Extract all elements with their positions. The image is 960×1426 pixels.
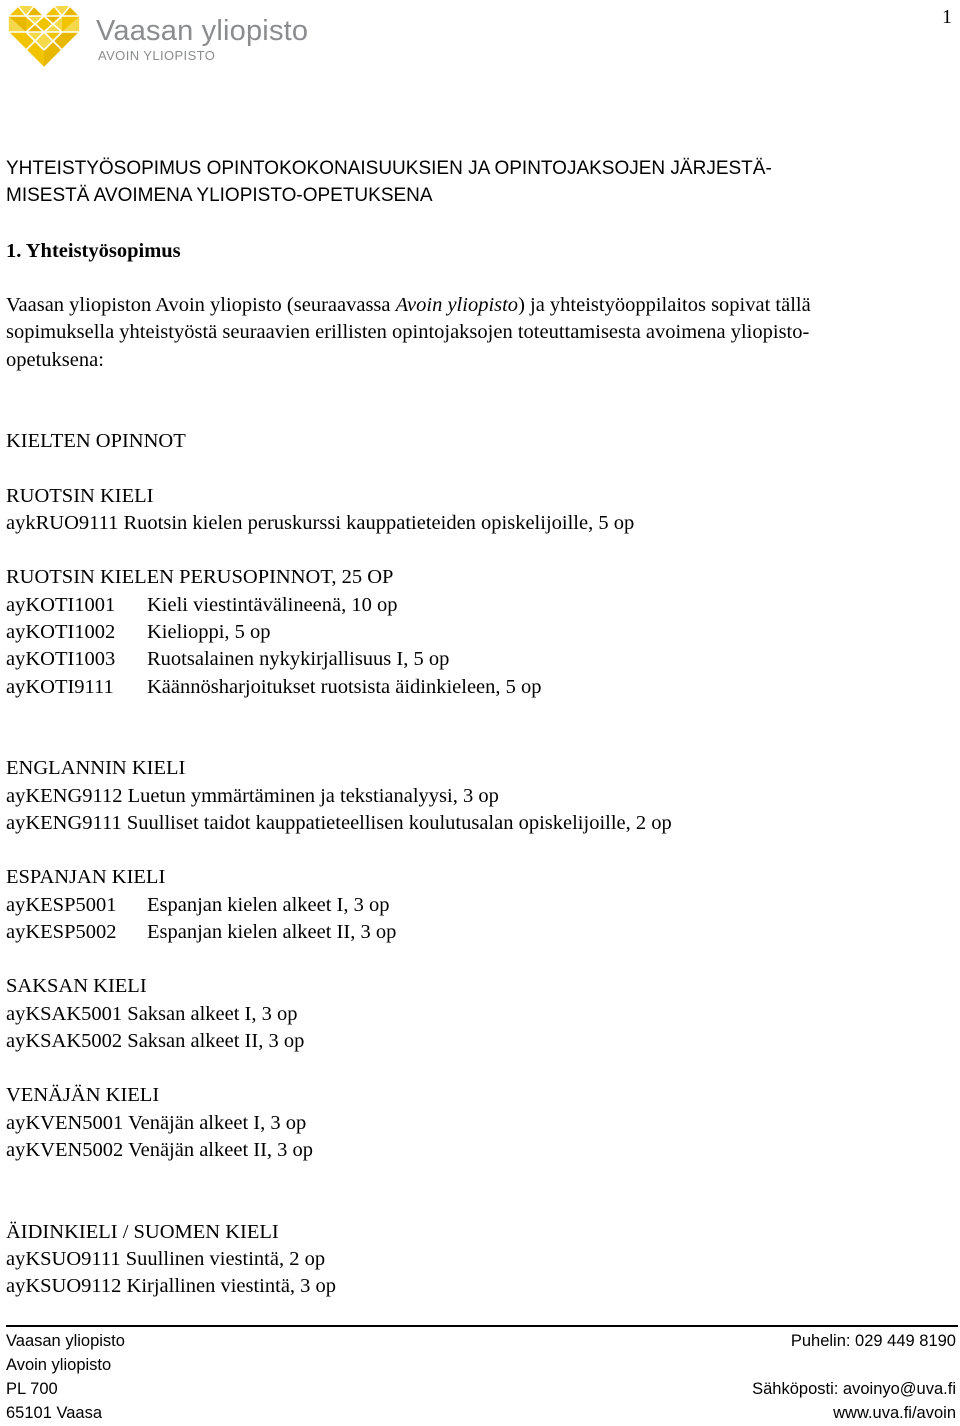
course-name: Saksan alkeet I, 3 op — [127, 1003, 298, 1025]
course-row — [6, 811, 672, 835]
footer-divider — [6, 1325, 958, 1327]
section-heading: 1. Yhteistyösopimus — [6, 240, 181, 262]
course-code: ayKSAK5001 — [6, 1003, 123, 1025]
course-name: Suullinen viestintä, 2 op — [125, 1248, 326, 1270]
course-name: Venäjän alkeet I, 3 op — [128, 1112, 307, 1134]
course-row — [6, 920, 396, 944]
group-heading: RUOTSIN KIELI — [6, 485, 154, 507]
intro-paragraph-line-1 — [6, 293, 811, 317]
course-row — [6, 593, 397, 617]
group-heading: VENÄJÄN KIELI — [6, 1084, 160, 1106]
intro-emphasis: Avoin yliopisto — [395, 294, 519, 316]
course-row — [6, 620, 271, 644]
document-title-line-1: YHTEISTYÖSOPIMUS OPINTOKOKONAISUUKSIEN JA OPINTOJAKSOJEN JÄRJESTÄ- — [6, 158, 772, 179]
course-row — [6, 1138, 313, 1162]
course-code: ayKOTI1001 — [6, 594, 116, 616]
course-code: ayKVEN5002 — [6, 1139, 124, 1161]
footer-website: www.uva.fi/avoin — [833, 1404, 956, 1422]
group-heading: ESPANJAN KIELI — [6, 866, 166, 888]
course-code: ayKENG9111 — [6, 812, 122, 834]
footer-email: Sähköposti: avoinyo@uva.fi — [752, 1380, 956, 1398]
course-code: ayKESP5001 — [6, 894, 117, 916]
course-name: Ruotsalainen nykykirjallisuus I, 5 op — [147, 648, 450, 670]
course-code: ayKOTI1003 — [6, 648, 116, 670]
course-code: aykRUO9111 — [6, 512, 119, 534]
course-code: ayKENG9112 — [6, 785, 123, 807]
course-row — [6, 784, 499, 808]
brand-name: Vaasan yliopisto — [96, 15, 309, 47]
course-code: ayKOTI1002 — [6, 621, 116, 643]
brand-subtitle: AVOIN YLIOPISTO — [98, 48, 216, 63]
intro-paragraph-line-3: opetuksena: — [6, 349, 104, 371]
brand-block — [96, 14, 308, 64]
course-row — [6, 1002, 298, 1026]
course-code: ayKSUO9112 — [6, 1275, 122, 1297]
course-name: Espanjan kielen alkeet II, 3 op — [147, 921, 397, 943]
course-row — [6, 893, 390, 917]
course-row — [6, 1111, 306, 1135]
document-title-line-2: MISESTÄ AVOIMENA YLIOPISTO-OPETUKSENA — [6, 185, 433, 206]
course-code: ayKSUO9111 — [6, 1248, 121, 1270]
course-row — [6, 511, 634, 535]
course-row — [6, 1274, 336, 1298]
course-name: Luetun ymmärtäminen ja tekstianalyysi, 3 op — [127, 785, 499, 807]
footer-po-box: PL 700 — [6, 1380, 58, 1398]
course-code: ayKSAK5002 — [6, 1030, 123, 1052]
course-name: Kirjallinen viestintä, 3 op — [126, 1275, 337, 1297]
intro-text: Vaasan yliopiston Avoin yliopisto (seuraavassa — [6, 294, 396, 316]
group-heading: ENGLANNIN KIELI — [6, 757, 186, 779]
course-name: Käännösharjoitukset ruotsista äidinkieleen, 5 op — [147, 676, 542, 698]
course-name: Kielioppi, 5 op — [147, 621, 271, 643]
course-name: Kieli viestintävälineenä, 10 op — [147, 594, 398, 616]
footer-phone: Puhelin: 029 449 8190 — [790, 1332, 956, 1350]
intro-text: ) ja yhteistyöoppilaitos sopivat tällä — [518, 294, 811, 316]
course-row — [6, 647, 449, 671]
group-heading: RUOTSIN KIELEN PERUSOPINNOT, 25 OP — [6, 566, 394, 588]
course-name: Suulliset taidot kauppatieteellisen koulutusalan opiskelijoille, 2 op — [126, 812, 672, 834]
footer-postal-code: 65101 Vaasa — [6, 1404, 103, 1422]
footer-organization: Vaasan yliopisto — [6, 1332, 125, 1350]
footer-unit: Avoin yliopisto — [6, 1356, 112, 1374]
course-row — [6, 1247, 325, 1271]
group-heading: ÄIDINKIELI / SUOMEN KIELI — [6, 1221, 279, 1243]
studies-heading: KIELTEN OPINNOT — [6, 430, 186, 452]
course-row — [6, 675, 542, 699]
course-name: Saksan alkeet II, 3 op — [127, 1030, 305, 1052]
course-name: Venäjän alkeet II, 3 op — [128, 1139, 314, 1161]
intro-paragraph-line-2: sopimuksella yhteistyöstä seuraavien erillisten opintojaksojen toteuttamisesta avoimena yliopisto- — [6, 321, 810, 343]
course-code: ayKOTI9111 — [6, 676, 114, 698]
course-code: ayKVEN5001 — [6, 1112, 124, 1134]
page-number: 1 — [942, 6, 952, 28]
course-name: Espanjan kielen alkeet I, 3 op — [147, 894, 390, 916]
university-logo — [4, 2, 84, 70]
course-row — [6, 1029, 304, 1053]
group-heading: SAKSAN KIELI — [6, 975, 147, 997]
course-code: ayKESP5002 — [6, 921, 117, 943]
course-name: Ruotsin kielen peruskurssi kauppatieteiden opiskelijoille, 5 op — [123, 512, 635, 534]
